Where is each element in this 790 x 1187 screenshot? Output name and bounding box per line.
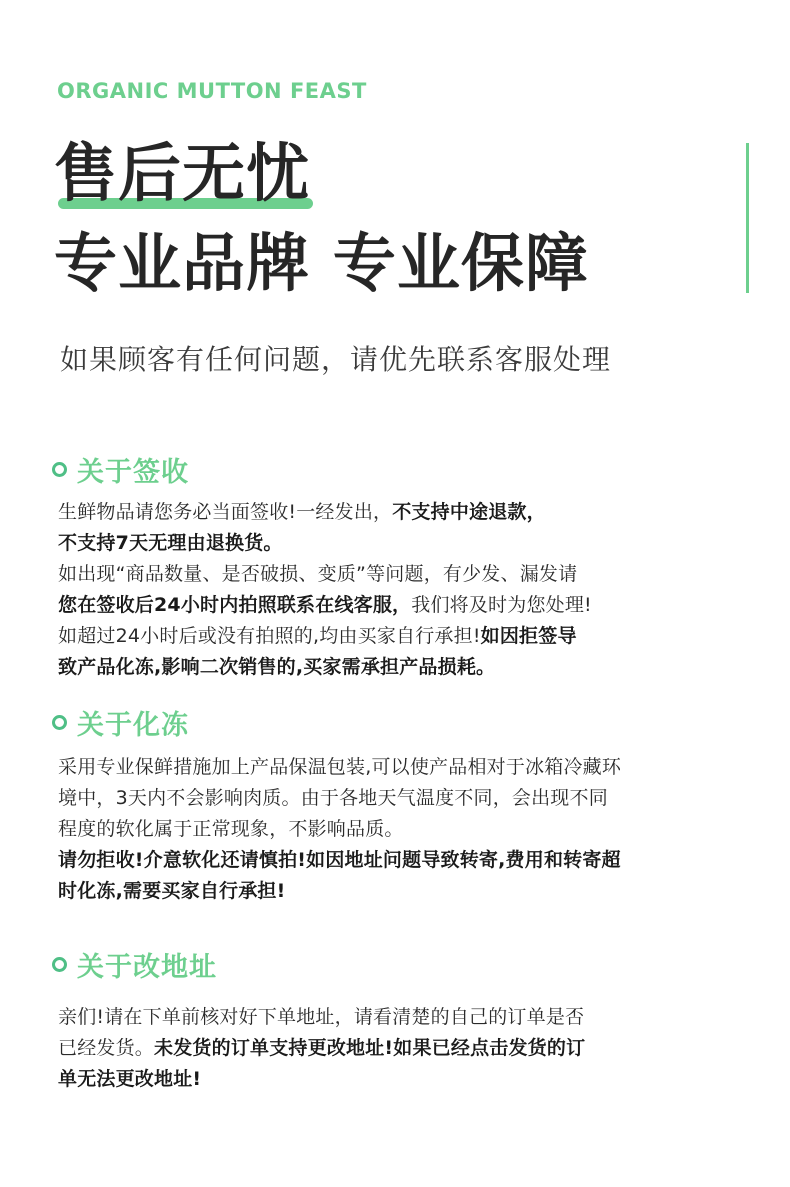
section-heading-text: 关于化冻 <box>77 710 189 741</box>
circle-bullet-icon <box>52 957 67 972</box>
text-normal: 生鲜物品请您务必当面签收!一经发出， <box>58 501 393 523</box>
section-heading-address <box>52 945 217 984</box>
text-bold: 不支持7天无理由退换货。 <box>58 532 283 554</box>
section-heading-text: 关于改地址 <box>77 952 217 983</box>
section-heading-signing <box>52 450 189 489</box>
text-line <box>58 497 698 528</box>
text-normal: 如超过24小时后或没有拍照的,均由买家自行承担! <box>58 625 481 647</box>
text-normal: 采用专业保鲜措施加上产品保温包装,可以使产品相对于冰箱冷藏环 <box>58 756 622 778</box>
text-normal: 境中，3天内不会影响肉质。由于各地天气温度不同，会出现不同 <box>58 787 608 809</box>
text-bold: 您在签收后24小时内拍照联系在线客服， <box>58 594 412 616</box>
subtitle: 如果顾客有任何问题，请优先联系客服处理 <box>60 343 612 376</box>
text-normal: 如出现“商品数量、是否破损、变质”等问题，有少发、漏发请 <box>58 563 578 585</box>
text-bold: 致产品化冻,影响二次销售的,买家需承担产品损耗。 <box>58 656 496 678</box>
text-line <box>58 845 698 876</box>
text-normal: 亲们!请在下单前核对好下单地址，请看清楚的自己的订单是否 <box>58 1006 585 1028</box>
page-title <box>54 134 310 214</box>
section-body-signing <box>58 497 698 683</box>
text-line <box>58 590 698 621</box>
text-normal: 已经发货。 <box>58 1037 155 1059</box>
circle-bullet-icon <box>52 715 67 730</box>
text-line <box>58 1064 698 1095</box>
section-body-thawing <box>58 752 698 907</box>
text-bold: 请勿拒收!介意软化还请慎拍!如因地址问题导致转寄,费用和转寄超 <box>58 849 621 871</box>
section-heading-text: 关于签收 <box>77 457 189 488</box>
text-bold: 不支持中途退款， <box>392 501 546 523</box>
text-line <box>58 1002 698 1033</box>
text-line <box>58 1033 698 1064</box>
text-line <box>58 559 698 590</box>
text-normal: 程度的软化属于正常现象，不影响品质。 <box>58 818 404 840</box>
text-line <box>58 752 698 783</box>
text-normal: 我们将及时为您处理! <box>411 594 592 616</box>
text-line <box>58 783 698 814</box>
text-line <box>58 876 698 907</box>
accent-divider <box>746 143 749 293</box>
text-line <box>58 528 698 559</box>
text-bold: 未发货的订单支持更改地址!如果已经点击发货的订 <box>154 1037 586 1059</box>
text-bold: 如因拒签导 <box>480 625 577 647</box>
text-line <box>58 814 698 845</box>
brand-tagline: ORGANIC MUTTON FEAST <box>57 79 367 103</box>
title-line-2: 专业品牌 专业保障 <box>54 227 589 300</box>
title-line-1: 售后无忧 <box>54 137 310 210</box>
text-bold: 时化冻,需要买家自行承担! <box>58 880 286 902</box>
text-line <box>58 621 698 652</box>
text-bold: 单无法更改地址! <box>58 1068 202 1090</box>
section-heading-thawing <box>52 703 189 742</box>
circle-bullet-icon <box>52 462 67 477</box>
section-body-address <box>58 1002 698 1095</box>
text-line <box>58 652 698 683</box>
